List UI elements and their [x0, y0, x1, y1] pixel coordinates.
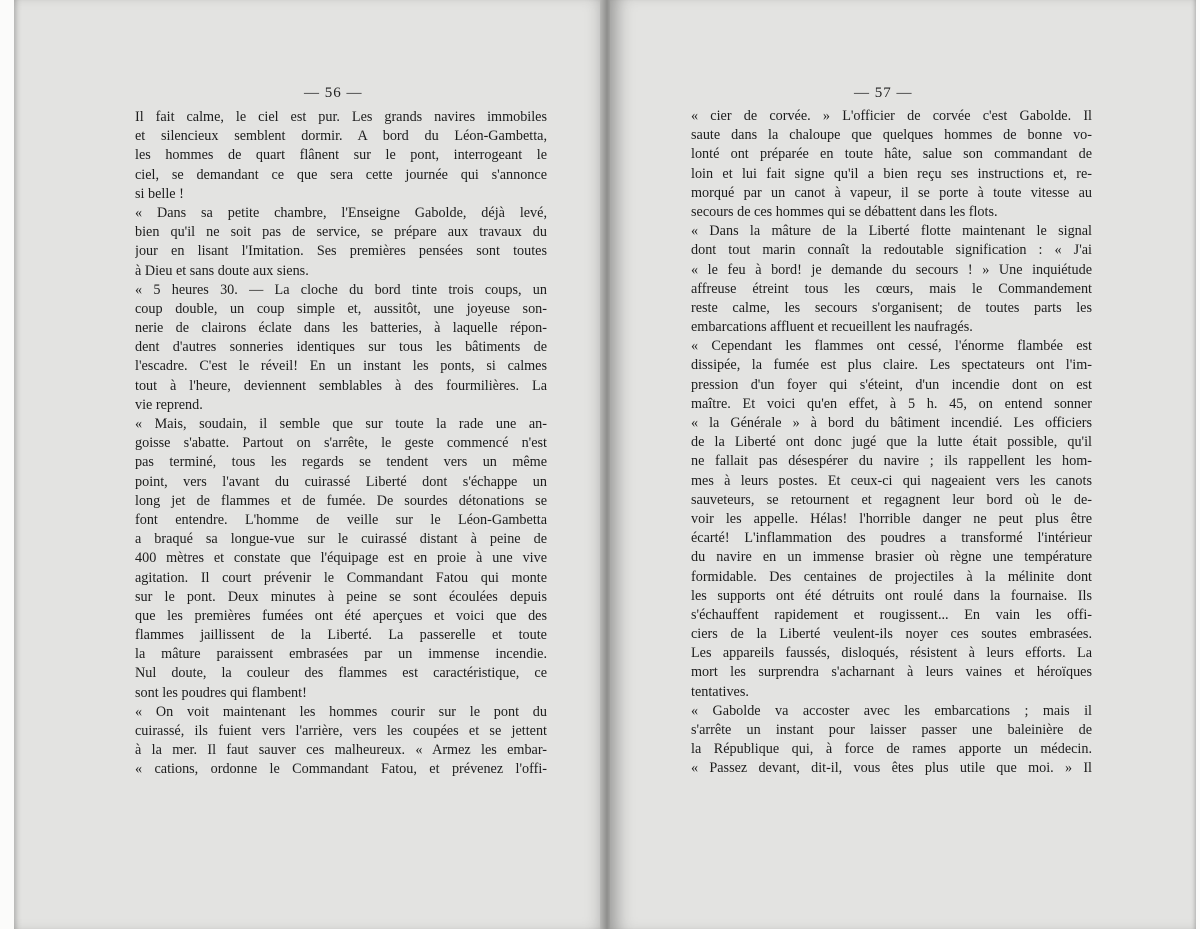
text-line: Les appareils faussés, disloqués, résistent à leurs efforts. La: [691, 645, 1092, 662]
text-line: jour en lisant l'Imitation. Ses premières pensées sont toutes: [135, 243, 547, 260]
text-line: l'escadre. C'est le réveil! En un instant les ponts, si calmes: [135, 358, 547, 375]
text-line: s'échauffent rapidement et rougissent... En vain les offi-: [691, 606, 1092, 623]
text-line: « cier de corvée. » L'officier de corvée c'est Gabolde. Il: [691, 108, 1092, 124]
text-line: flammes jaillissent de la Liberté. La passerelle et toute: [135, 627, 547, 644]
text-line: ciel, se demandant ce que sera cette journée qui s'annonce: [135, 166, 547, 183]
text-line: ne fallait pas désespérer du navire ; ils rappellent les hom-: [691, 453, 1092, 470]
text-line: la mâture paraissent embrasées par un immense incendie.: [135, 646, 547, 663]
text-line: la République qui, à force de rames apporte un médecin.: [691, 741, 1092, 758]
text-line: a braqué sa longue-vue sur le cuirassé distant à peine de: [135, 531, 547, 548]
text-line: sauveteurs, se retournent et regagnent leur bord où le de-: [691, 491, 1092, 508]
right-page-text: [691, 107, 1092, 779]
text-line: font entendre. L'homme de veille sur le Léon-Gambetta: [135, 511, 547, 528]
text-line: pression d'un foyer qui s'éteint, d'un incendie dont on est: [691, 376, 1092, 393]
left-page-text: [135, 108, 547, 780]
text-line: tout à l'heure, deviennent semblables à des fourmilières. La: [135, 377, 547, 394]
text-line: « 5 heures 30. — La cloche du bord tinte trois coups, un: [135, 281, 547, 298]
text-line: agitation. Il court prévenir le Commandant Fatou qui monte: [135, 569, 547, 586]
text-line: point, vers l'avant du cuirassé Liberté dont s'échappe un: [135, 473, 547, 490]
text-line: reste calme, les secours s'organisent; de toutes parts les: [691, 299, 1092, 316]
text-line: saute dans la chaloupe que quelques hommes de bonne vo-: [691, 127, 1092, 144]
text-line: « Dans la mâture de la Liberté flotte maintenant le signal: [691, 223, 1092, 240]
text-line: sont les poudres qui flambent!: [135, 684, 307, 701]
text-line: s'arrête un instant pour laisser passer une baleinière de: [691, 722, 1092, 738]
text-line: bien qu'il ne soit pas de service, se prépare aux travaux du: [135, 224, 547, 241]
text-line: les supports ont été détruits ont roulé dans la fournaise. Ils: [691, 587, 1092, 604]
page-number-right: — 57 —: [854, 85, 913, 101]
page-number-left: — 56 —: [304, 85, 363, 101]
text-line: « Gabolde va accoster avec les embarcations ; mais il: [691, 702, 1092, 719]
text-line: coup double, un coup simple et, aussitôt, une joyeuse son-: [135, 300, 547, 317]
text-line: dent d'autres sonneries identiques sur tous les bâtiments de: [135, 339, 547, 356]
text-line: lonté ont préparée en toute hâte, salue son commandant de: [691, 146, 1092, 163]
text-line: dissipée, la fumée est plus claire. Les spectateurs ont l'im-: [691, 357, 1092, 374]
text-line: secours de ces hommes qui se débattent dans les flots.: [691, 203, 998, 220]
text-line: nerie de clairons éclate dans les batteries, à laquelle répon-: [135, 320, 547, 337]
text-line: vie reprend.: [135, 396, 203, 413]
text-line: tentatives.: [691, 683, 749, 700]
text-line: loin et lui fait signe qu'il a bien reçu ses instructions et, re-: [691, 165, 1092, 182]
text-line: voir les appelle. Hélas! l'horrible danger ne peut plus être: [691, 510, 1092, 527]
text-line: morqué par un canot à vapeur, il se porte à toute vitesse au: [691, 184, 1092, 201]
text-line: Nul doute, la couleur des flammes est caractéristique, ce: [135, 665, 547, 682]
text-line: cuirassé, ils fuient vers l'arrière, vers les coupées et se jettent: [135, 723, 547, 739]
text-line: goisse s'abatte. Partout on s'arrête, le geste commencé n'est: [135, 435, 547, 452]
text-line: de la Liberté ont donc jugé que la lutte était possible, qu'il: [691, 434, 1092, 451]
text-line: que les premières fumées ont été aperçues et voici que des: [135, 607, 547, 624]
text-line: « cations, ordonne le Commandant Fatou, et prévenez l'offi-: [135, 761, 547, 778]
text-line: « Cependant les flammes ont cessé, l'énorme flambée est: [691, 338, 1092, 355]
text-line: à la mer. Il faut sauver ces malheureux. « Armez les embar-: [135, 742, 547, 759]
text-line: affreuse étreint tous les cœurs, mais le Commandement: [691, 280, 1092, 297]
text-line: du navire en un immense brasier où règne une température: [691, 549, 1092, 566]
text-line: pas terminé, tous les regards se tendent vers un même: [135, 454, 547, 471]
text-line: formidable. Des centaines de projectiles à la mélinite dont: [691, 568, 1092, 585]
text-line: ciers de la Liberté veulent-ils noyer ces soutes embrasées.: [691, 626, 1092, 643]
right-page: [610, 0, 1196, 929]
text-line: « On voit maintenant les hommes courir sur le pont du: [135, 703, 547, 720]
text-line: dont tout marin connaît la redoutable signification : « J'ai: [691, 242, 1092, 259]
text-line: « Dans sa petite chambre, l'Enseigne Gabolde, déjà levé,: [135, 204, 547, 221]
text-line: « le feu à bord! je demande du secours ! » Une inquiétude: [691, 261, 1092, 278]
text-line: Il fait calme, le ciel est pur. Les grands navires immobiles: [135, 109, 547, 125]
text-line: et silencieux semblent dormir. A bord du Léon-Gambetta,: [135, 128, 547, 145]
text-line: « Mais, soudain, il semble que sur toute la rade une an-: [135, 416, 547, 432]
text-line: « Passez devant, dit-il, vous êtes plus utile que moi. » Il: [691, 760, 1092, 777]
text-line: « la Générale » à bord du bâtiment incendié. Les officiers: [691, 415, 1092, 431]
text-line: maître. Et voici qu'en effet, à 5 h. 45, on entend sonner: [691, 395, 1092, 412]
text-line: à Dieu et sans doute aux siens.: [135, 262, 309, 279]
text-line: 400 mètres et constate que l'équipage est en proie à une vive: [135, 550, 547, 567]
text-line: les hommes de quart flânent sur le pont, interrogeant le: [135, 147, 547, 164]
text-line: embarcations affluent et recueillent les naufragés.: [691, 319, 973, 336]
text-line: écarté! L'inflammation des poudres a transformé l'intérieur: [691, 530, 1092, 547]
text-line: long jet de flammes et de fumée. De sourdes détonations se: [135, 492, 547, 509]
left-page: [14, 0, 608, 929]
text-line: mes à leurs postes. Et ceux-ci qui nageaient vers les canots: [691, 472, 1092, 489]
text-line: sur le pont. Deux minutes à peine se sont écoulées depuis: [135, 588, 547, 605]
text-line: si belle !: [135, 185, 184, 202]
text-line: mort les surprendra s'acharnant à leurs vaines et héroïques: [691, 664, 1092, 681]
